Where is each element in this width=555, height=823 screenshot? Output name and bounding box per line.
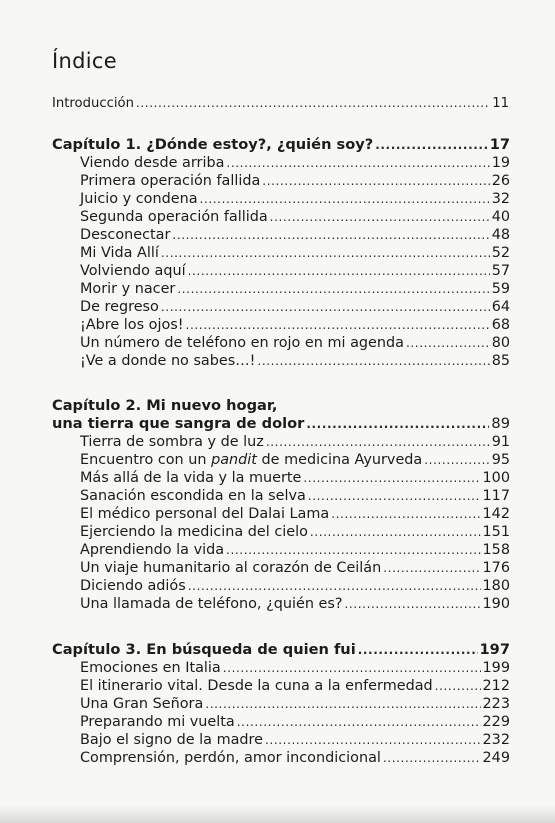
dot-leader xyxy=(177,280,489,298)
toc-entry[interactable] xyxy=(80,244,510,262)
toc-entry-label: Emociones en Italia xyxy=(80,660,221,676)
chapter-title-line1: Capítulo 2. Mi nuevo hogar, xyxy=(52,397,278,414)
dot-leader xyxy=(435,677,481,695)
toc-entry[interactable] xyxy=(80,226,510,244)
page-title: Índice xyxy=(52,49,117,73)
toc-entry[interactable] xyxy=(80,190,510,208)
dot-leader xyxy=(226,154,489,172)
toc-page-number: 176 xyxy=(482,560,510,576)
dot-leader xyxy=(406,334,490,352)
toc-entry[interactable] xyxy=(80,172,510,190)
dot-leader xyxy=(237,713,481,731)
toc-entry-label: Más allá de la vida y la muerte xyxy=(80,470,302,486)
toc-page-number: 85 xyxy=(491,353,510,369)
toc-page-number: 180 xyxy=(482,578,510,594)
dot-leader xyxy=(136,94,490,112)
toc-entry-label: Primera operación fallida xyxy=(80,173,261,189)
toc-entry-label: Preparando mi vuelta xyxy=(80,714,235,730)
toc-page-number: 199 xyxy=(482,660,510,676)
toc-entry[interactable] xyxy=(80,559,510,577)
dot-leader xyxy=(265,731,481,749)
toc-page-number: 40 xyxy=(491,209,510,225)
chapter-page-number: 17 xyxy=(489,136,510,153)
dot-leader xyxy=(188,262,490,280)
toc-entry[interactable] xyxy=(80,695,510,713)
toc-entry-label: ¡Abre los ojos! xyxy=(80,317,184,333)
dot-leader xyxy=(257,352,489,370)
toc-entry-label: Viendo desde arriba xyxy=(80,155,225,171)
dot-leader xyxy=(270,208,490,226)
toc-entry[interactable] xyxy=(80,677,510,695)
toc-entry[interactable] xyxy=(80,451,510,469)
toc-page-number: 52 xyxy=(491,245,510,261)
toc-entry-label: Ejerciendo la medicina del cielo xyxy=(80,524,308,540)
toc-entry[interactable] xyxy=(80,469,510,487)
toc-entry-label: ¡Ve a donde no sabes…! xyxy=(80,353,256,369)
toc-entry-label: Encuentro con un pandit de medicina Ayurveda xyxy=(80,452,423,468)
toc-entry[interactable] xyxy=(80,731,510,749)
dot-leader xyxy=(161,298,490,316)
toc-page-number: 59 xyxy=(491,281,510,297)
dot-leader xyxy=(205,695,480,713)
toc-entry[interactable] xyxy=(80,154,510,172)
toc-page-number: 229 xyxy=(482,714,510,730)
toc-entry-label: Juicio y condena xyxy=(80,191,198,207)
toc-entry[interactable] xyxy=(80,595,510,613)
toc-entry-label: El médico personal del Dalai Lama xyxy=(80,506,330,522)
chapter-page-number: 89 xyxy=(491,415,510,432)
toc-page-number: 100 xyxy=(482,470,510,486)
toc-entry-label: Introducción xyxy=(52,96,134,111)
toc-entry-label: Aprendiendo la vida xyxy=(80,542,225,558)
dot-leader xyxy=(383,559,480,577)
toc-page-number: 151 xyxy=(482,524,510,540)
toc-entry[interactable] xyxy=(80,298,510,316)
toc-entry[interactable] xyxy=(80,433,510,451)
dot-leader xyxy=(200,190,490,208)
toc-page-number: 11 xyxy=(492,96,509,111)
toc-page-number: 91 xyxy=(491,434,510,450)
toc-page-number: 142 xyxy=(482,506,510,522)
dot-leader xyxy=(306,415,489,433)
toc-page-number: 80 xyxy=(491,335,510,351)
toc-entry[interactable] xyxy=(80,352,510,370)
toc-page-number: 48 xyxy=(491,227,510,243)
toc-entry[interactable] xyxy=(80,208,510,226)
dot-leader xyxy=(303,469,480,487)
dot-leader xyxy=(345,595,481,613)
toc-entry-label: Segunda operación fallida xyxy=(80,209,268,225)
dot-leader xyxy=(226,541,480,559)
toc-chapter-2[interactable] xyxy=(52,415,510,433)
toc-page-number: 158 xyxy=(482,542,510,558)
chapter-page-number: 197 xyxy=(479,641,510,658)
toc-page-number: 32 xyxy=(491,191,510,207)
toc-entry[interactable] xyxy=(80,280,510,298)
toc-entry-label: Morir y nacer xyxy=(80,281,176,297)
toc-page-number: 95 xyxy=(491,452,510,468)
toc-page-number: 26 xyxy=(491,173,510,189)
toc-page-number: 249 xyxy=(482,750,510,766)
toc-page-number: 64 xyxy=(491,299,510,315)
chapter-title: Capítulo 1. ¿Dónde estoy?, ¿quién soy? xyxy=(52,136,374,153)
toc-page-number: 19 xyxy=(491,155,510,171)
emphasized-word: pandit xyxy=(211,452,257,468)
dot-leader xyxy=(310,523,481,541)
toc-page-number: 117 xyxy=(482,488,510,504)
toc-page-number: 212 xyxy=(482,678,510,694)
toc-entry-label: Mi Vida Allí xyxy=(80,245,159,261)
toc-entry[interactable] xyxy=(80,505,510,523)
toc-entry-label: Un número de teléfono en rojo en mi agenda xyxy=(80,335,404,351)
dot-leader xyxy=(188,577,481,595)
toc-entry-label: El itinerario vital. Desde la cuna a la enfermedad xyxy=(80,678,433,694)
toc-entry[interactable] xyxy=(80,659,510,677)
toc-entry-label: Un viaje humanitario al corazón de Ceilán xyxy=(80,560,382,576)
toc-entry[interactable] xyxy=(80,541,510,559)
toc-entry-label: Comprensión, perdón, amor incondicional xyxy=(80,750,381,766)
toc-entry-label: Una Gran Señora xyxy=(80,696,204,712)
toc-entry[interactable] xyxy=(80,749,510,767)
dot-leader xyxy=(424,451,489,469)
dot-leader xyxy=(262,172,489,190)
page-bottom-shadow xyxy=(0,805,555,823)
toc-page-number: 57 xyxy=(491,263,510,279)
toc-page-number: 223 xyxy=(482,696,510,712)
dot-leader xyxy=(161,244,490,262)
dot-leader xyxy=(172,226,489,244)
toc-entry-label: Diciendo adiós xyxy=(80,578,186,594)
toc-entry-label: Tierra de sombra y de luz xyxy=(80,434,264,450)
toc-page-number: 190 xyxy=(482,596,510,612)
toc-entry-label: Una llamada de teléfono, ¿quién es? xyxy=(80,596,343,612)
toc-entry[interactable] xyxy=(80,334,510,352)
toc-entry-label: De regreso xyxy=(80,299,159,315)
toc-chapter-3[interactable] xyxy=(52,641,510,659)
toc-entry-label: Sanación escondida en la selva xyxy=(80,488,306,504)
toc-page-number: 68 xyxy=(491,317,510,333)
toc-chapter-1[interactable] xyxy=(52,136,510,154)
toc-entry-label: Desconectar xyxy=(80,227,171,243)
chapter-title: Capítulo 3. En búsqueda de quien fui xyxy=(52,641,356,658)
toc-page-number: 232 xyxy=(482,732,510,748)
dot-leader xyxy=(383,749,481,767)
toc-entry-label: Bajo el signo de la madre xyxy=(80,732,264,748)
dot-leader xyxy=(186,316,490,334)
toc-entry[interactable] xyxy=(80,713,510,731)
toc-entry[interactable] xyxy=(80,316,510,334)
toc-entry[interactable] xyxy=(80,577,510,595)
toc-entry-introduccion[interactable] xyxy=(52,94,509,113)
toc-entry[interactable] xyxy=(80,262,510,280)
dot-leader xyxy=(308,487,481,505)
toc-entry[interactable] xyxy=(80,487,510,505)
dot-leader xyxy=(266,433,490,451)
dot-leader xyxy=(331,505,480,523)
toc-entry[interactable] xyxy=(80,523,510,541)
dot-leader xyxy=(358,641,478,659)
chapter-title: una tierra que sangra de dolor xyxy=(52,415,305,432)
dot-leader xyxy=(223,659,481,677)
dot-leader xyxy=(375,136,487,154)
toc-entry-label: Volviendo aquí xyxy=(80,263,186,279)
